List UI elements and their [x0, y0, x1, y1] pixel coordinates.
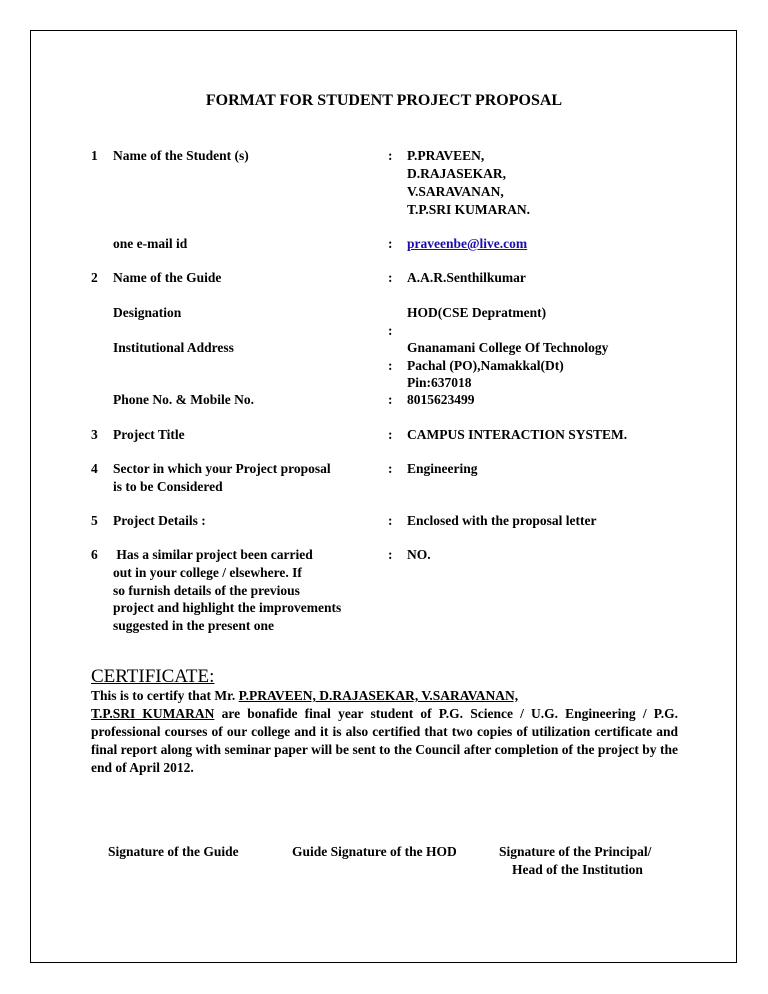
project-details-label: Project Details :: [113, 513, 206, 528]
project-title-colon: :: [388, 427, 393, 442]
guide-name-value: A.A.R.Senthilkumar: [407, 270, 526, 285]
similar-value: NO.: [407, 547, 431, 562]
address-line-3: Pin:637018: [407, 375, 472, 390]
project-details-colon: :: [388, 513, 393, 528]
project-title-label: Project Title: [113, 427, 185, 442]
student-name-3: V.SARAVANAN,: [407, 184, 504, 199]
guide-name-colon: :: [388, 270, 393, 285]
certificate-heading: CERTIFICATE:: [91, 666, 215, 687]
certificate-intro: This is to certify that Mr.: [91, 688, 239, 703]
student-name-2: D.RAJASEKAR,: [407, 166, 507, 181]
address-line-1: Gnanamani College Of Technology: [407, 340, 609, 355]
address-colon: :: [388, 358, 393, 373]
item-2-number: 2: [91, 270, 98, 285]
designation-label: Designation: [113, 305, 182, 320]
certificate-text: are bonafide final year student of P.G. Science / U.G. Engineering / P.G. professional courses of our college and it is also certified that two copies of utilization certificate and final report along with seminar paper will be sent to the Council after completion of the project by the end of April 2012.: [91, 706, 678, 775]
item-4-number: 4: [91, 461, 98, 476]
address-line-2: Pachal (PO),Namakkal(Dt): [407, 358, 564, 373]
signature-hod: Guide Signature of the HOD: [292, 844, 457, 859]
similar-label-line-1: Has a similar project been carried: [113, 547, 313, 562]
similar-label-line-3: so furnish details of the previous: [113, 583, 300, 598]
project-title-value: CAMPUS INTERACTION SYSTEM.: [407, 427, 628, 442]
guide-name-label: Name of the Guide: [113, 270, 222, 285]
project-details-value: Enclosed with the proposal letter: [407, 513, 597, 528]
sector-colon: :: [388, 461, 393, 476]
email-link[interactable]: praveenbe@live.com: [407, 236, 528, 251]
phone-value: 8015623499: [407, 392, 475, 407]
similar-label-line-4: project and highlight the improvements: [113, 600, 342, 615]
designation-value: HOD(CSE Depratment): [407, 305, 547, 320]
phone-colon: :: [388, 392, 393, 407]
signature-principal-line-2: Head of the Institution: [512, 862, 643, 877]
item-5-number: 5: [91, 513, 98, 528]
student-name-1: P.PRAVEEN,: [407, 148, 485, 163]
item-1-number: 1: [91, 148, 98, 163]
sector-label-line-2: is to be Considered: [113, 479, 223, 494]
similar-label-line-5: suggested in the present one: [113, 618, 275, 633]
similar-label-line-2: out in your college / elsewhere. If: [113, 565, 302, 580]
signature-guide: Signature of the Guide: [108, 844, 239, 859]
designation-colon: :: [388, 323, 393, 338]
sector-label-line-1: Sector in which your Project proposal: [113, 461, 331, 476]
student-name-label: Name of the Student (s): [113, 148, 249, 163]
email-colon: :: [388, 236, 393, 251]
student-name-4: T.P.SRI KUMARAN.: [407, 202, 531, 217]
similar-colon: :: [388, 547, 393, 562]
item-3-number: 3: [91, 427, 98, 442]
item-6-number: 6: [91, 547, 98, 562]
email-label: one e-mail id: [113, 236, 188, 251]
student-name-colon: :: [388, 148, 393, 163]
sector-value: Engineering: [407, 461, 478, 476]
page-border: [30, 30, 737, 963]
signature-principal-line-1: Signature of the Principal/: [499, 844, 652, 859]
certificate-names-line-2: T.P.SRI KUMARAN: [91, 706, 215, 721]
phone-label: Phone No. & Mobile No.: [113, 392, 254, 407]
document-title: FORMAT FOR STUDENT PROJECT PROPOSAL: [205, 92, 563, 109]
address-label: Institutional Address: [113, 340, 234, 355]
certificate-names-line-1: P.PRAVEEN, D.RAJASEKAR, V.SARAVANAN,: [238, 688, 519, 703]
certificate-body: [91, 687, 678, 777]
